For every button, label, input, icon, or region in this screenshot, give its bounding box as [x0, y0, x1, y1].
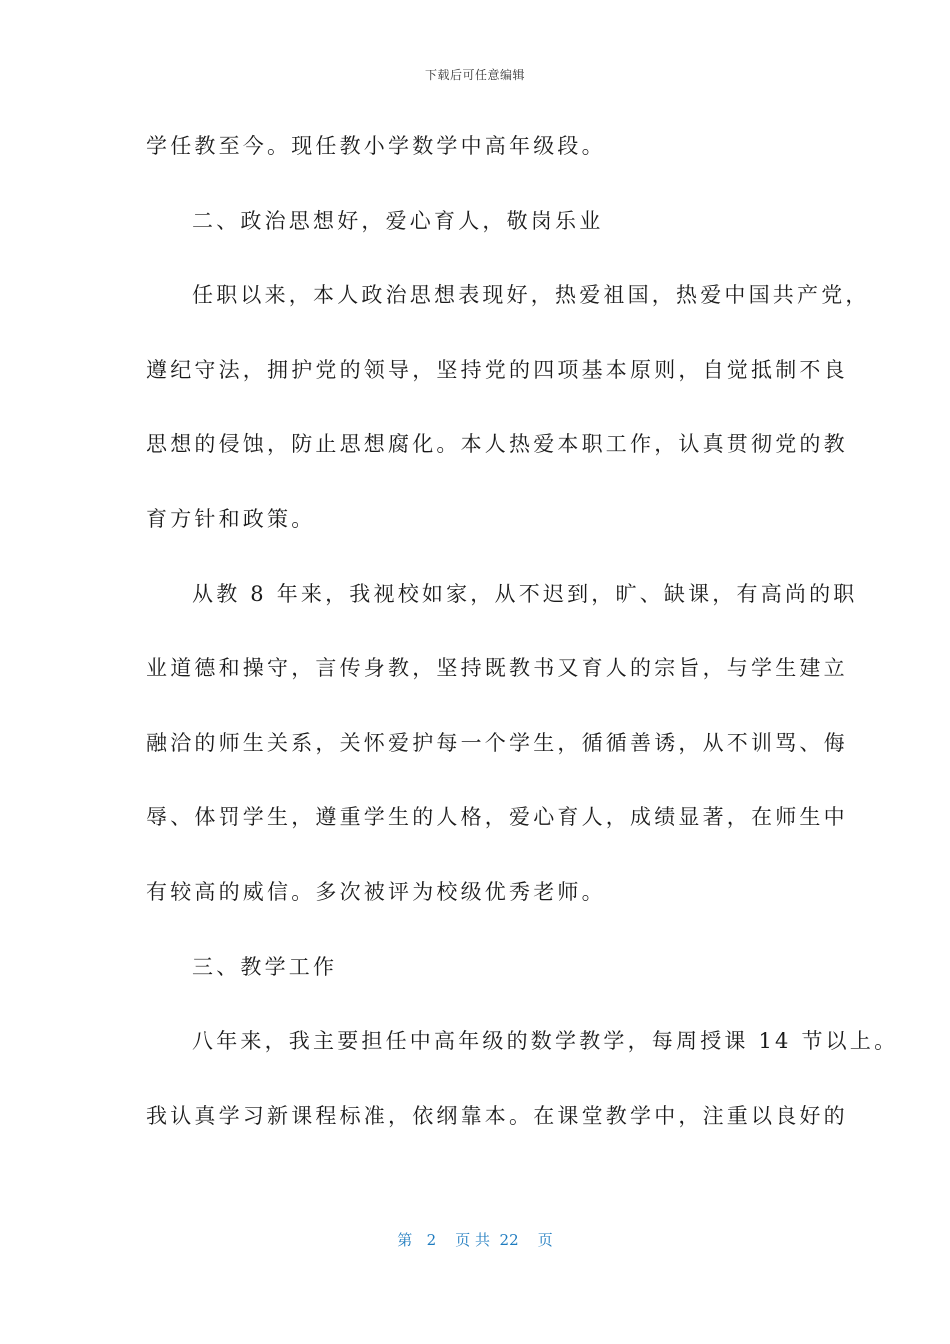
- page-header: 下载后可任意编辑: [424, 68, 525, 82]
- paragraph-line: 八年来，我主要担任中高年级的数学教学，每周授课 14 节以上。: [192, 1029, 899, 1054]
- current-page-number: 2: [426, 1231, 437, 1249]
- paragraph-line: 学任教至今。现任教小学数学中高年级段。: [146, 134, 606, 158]
- section-heading: 二、政治思想好，爱心育人，敬岗乐业: [192, 208, 604, 233]
- total-pages-number: 22: [499, 1231, 519, 1249]
- page-end-label: 页: [537, 1231, 553, 1249]
- paragraph-line: 业道德和操守，言传身教，坚持既教书又育人的宗旨，与学生建立: [146, 656, 848, 681]
- paragraph-line: 任职以来，本人政治思想表现好，热爱祖国，热爱中国共产党，: [192, 283, 870, 308]
- paragraph-line: 有较高的威信。多次被评为校级优秀老师。: [146, 879, 606, 904]
- paragraph-line: 融洽的师生关系，关怀爱护每一个学生，循循善诱，从不训骂、侮: [146, 730, 848, 755]
- page-total-label: 页 共: [455, 1231, 490, 1249]
- paragraph-line: 遵纪守法，拥护党的领导，坚持党的四项基本原则，自觉抵制不良: [146, 357, 848, 382]
- page-footer: [0, 1229, 950, 1250]
- paragraph-line: 思想的侵蚀，防止思想腐化。本人热爱本职工作，认真贯彻党的教: [146, 432, 848, 457]
- section-heading: 三、教学工作: [192, 954, 338, 979]
- paragraph-line: 辱、体罚学生，遵重学生的人格，爱心育人，成绩显著，在师生中: [146, 805, 848, 830]
- paragraph-line: 从教 8 年来，我视校如家，从不迟到，旷、缺课，有高尚的职: [192, 581, 858, 606]
- document-body: [146, 126, 899, 1170]
- paragraph-line: 育方针和政策。: [146, 506, 316, 531]
- paragraph-line: 我认真学习新课程标准，依纲靠本。在课堂教学中，注重以良好的: [146, 1103, 848, 1128]
- page-label: 第: [397, 1231, 413, 1249]
